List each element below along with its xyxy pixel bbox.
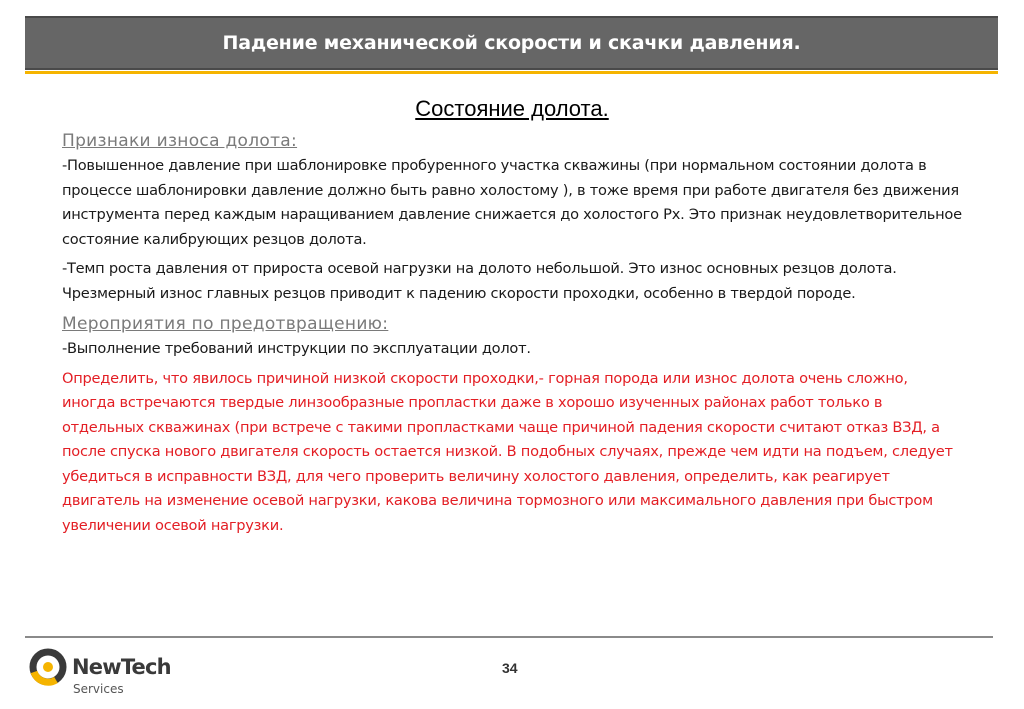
slide-title: Падение механической скорости и скачки давления. [222, 32, 801, 54]
prevention-paragraph-2: Определить, что явилось причиной низкой скорости проходки,- горная порода или износ долота очень сложно, иногда встречаются твердые линзообразные пропластки даже в хорошо изученных районах работ только в отдельных скважинах (при встрече с такими пропластками чаще причиной падения скорости считают отказ ВЗД, а после спуска нового двигателя скорость остается низкой. В подобных случаях, прежде чем идти на подъем, следует убедиться в исправности ВЗД, для чего проверить величину холостого давления, определить, как реагирует двигатель на изменение осевой нагрузки, какова величина тормозного или максимального давления при быстром увеличении осевой нагрузки. [62, 369, 953, 534]
prevention-heading: Мероприятия по предотвращению: [62, 314, 389, 334]
wear-signs-heading: Признаки износа долота: [62, 131, 298, 151]
header-accent-line [25, 71, 998, 74]
logo-subtitle: Services [73, 682, 124, 696]
footer-divider [25, 636, 993, 638]
prevention-paragraph-1: -Выполнение требований инструкции по эксплуатации долот. [62, 340, 531, 357]
wear-paragraph-2: -Темп роста давления от прироста осевой нагрузки на долото небольшой. Это износ основных резцов долота. Чрезмерный износ главных резцов приводит к падению скорости проходки, особенно в твердой породе. [62, 260, 897, 302]
logo-ring-icon [26, 645, 70, 689]
slide-subtitle [0, 96, 1024, 122]
wear-paragraph-1: -Повышенное давление при шаблонировке пробуренного участка скважины (при нормальном состоянии долота в процессе шаблонировки давление должно быть равно холостому ), в тоже время при работе двигателя без движения инструмента перед каждым наращиванием давление снижается до холостого Рх. Это признак неудовлетворительное состояние калибрующих резцов долота. [62, 157, 962, 248]
slide-content [62, 128, 962, 543]
slide-header [25, 16, 998, 70]
page-number: 34 [502, 660, 518, 676]
logo-name: NewTech [72, 655, 171, 679]
subtitle-text: Состояние долота. [415, 96, 609, 121]
company-logo [26, 645, 186, 701]
